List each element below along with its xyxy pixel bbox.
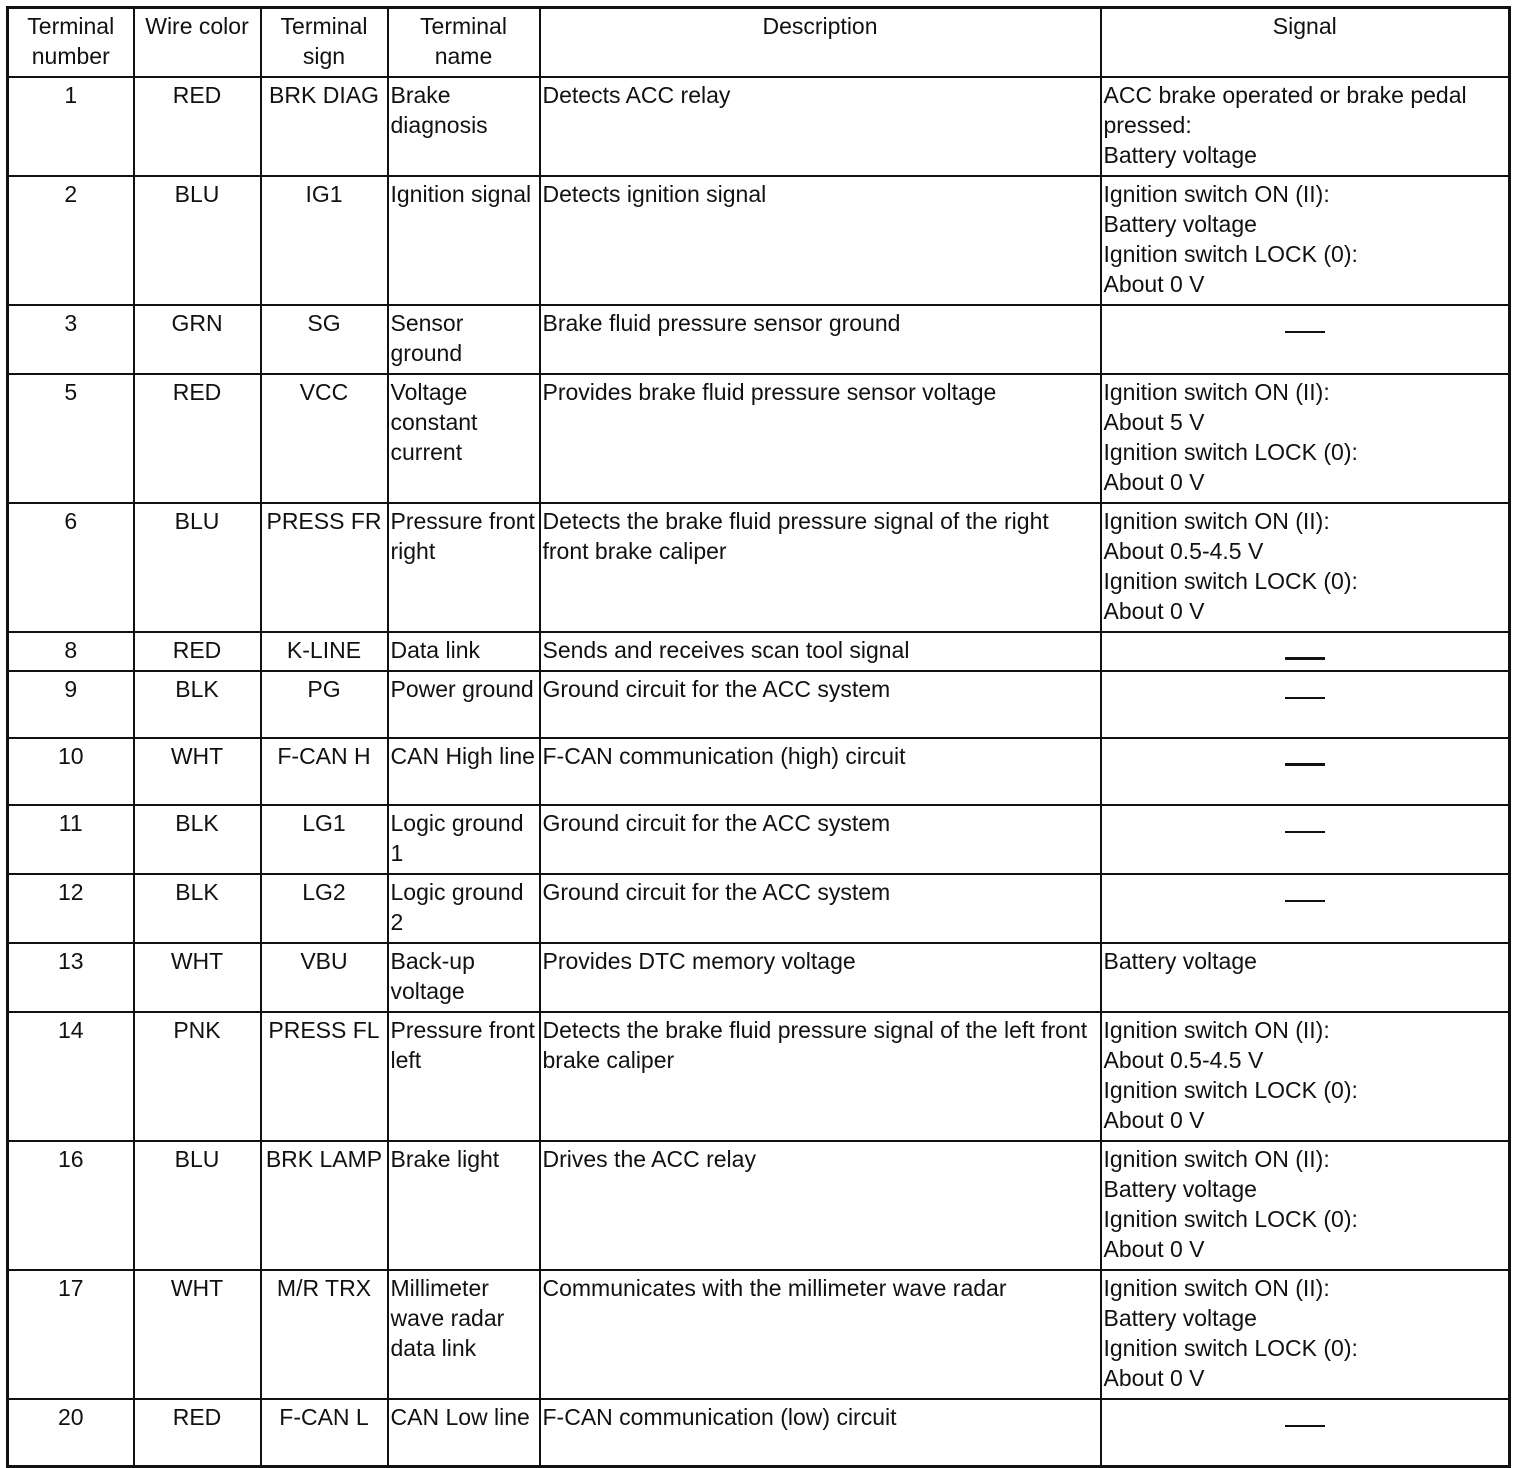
description-cell: Provides DTC memory voltage	[540, 943, 1101, 1012]
no-signal-dash	[1285, 697, 1325, 699]
table-row	[8, 77, 1510, 176]
description-cell: Detects the brake fluid pressure signal of the left front brake caliper	[540, 1012, 1101, 1141]
description-cell: Communicates with the millimeter wave radar	[540, 1270, 1101, 1399]
table-header	[8, 8, 1510, 78]
terminal-sign-cell: M/R TRX	[261, 1270, 388, 1399]
terminal-number-cell: 1	[8, 77, 134, 176]
wire-color-cell: WHT	[134, 1270, 261, 1399]
header-description: Description	[540, 8, 1101, 78]
terminal-sign-cell: LG2	[261, 874, 388, 943]
terminal-number-cell: 5	[8, 374, 134, 503]
signal-cell	[1101, 1012, 1510, 1141]
signal-cell	[1101, 176, 1510, 305]
signal-line: About 5 V	[1103, 409, 1205, 435]
signal-cell	[1101, 943, 1510, 1012]
description-cell: Ground circuit for the ACC system	[540, 671, 1101, 738]
table-row	[8, 874, 1510, 943]
terminal-name-cell: Sensor ground	[388, 305, 540, 374]
terminal-name-cell: Millimeter wave radar data link	[388, 1270, 540, 1399]
wire-color-cell: RED	[134, 77, 261, 176]
terminal-number-cell: 11	[8, 805, 134, 874]
signal-line: About 0 V	[1103, 598, 1205, 624]
header-wire-color: Wire color	[134, 8, 261, 78]
signal-cell	[1101, 632, 1510, 671]
terminal-sign-cell: PRESS FR	[261, 503, 388, 632]
wire-color-cell: BLU	[134, 503, 261, 632]
wire-color-cell: PNK	[134, 1012, 261, 1141]
wire-color-cell: RED	[134, 632, 261, 671]
signal-line: Ignition switch LOCK (0):	[1103, 1206, 1358, 1232]
description-cell: Provides brake fluid pressure sensor voltage	[540, 374, 1101, 503]
terminal-name-cell: Back-up voltage	[388, 943, 540, 1012]
wire-color-cell: BLU	[134, 176, 261, 305]
signal-cell	[1101, 1399, 1510, 1466]
wire-color-cell: GRN	[134, 305, 261, 374]
terminal-table	[6, 6, 1511, 1468]
description-cell: F-CAN communication (high) circuit	[540, 738, 1101, 805]
table-row	[8, 805, 1510, 874]
signal-cell	[1101, 503, 1510, 632]
wire-color-cell: BLK	[134, 671, 261, 738]
signal-line: Ignition switch ON (II):	[1103, 1017, 1330, 1043]
signal-line: About 0.5-4.5 V	[1103, 538, 1264, 564]
signal-line: Battery voltage	[1103, 948, 1257, 974]
signal-line: About 0 V	[1103, 271, 1205, 297]
table-row	[8, 176, 1510, 305]
signal-line: Ignition switch LOCK (0):	[1103, 1335, 1358, 1361]
table-row	[8, 503, 1510, 632]
terminal-number-cell: 16	[8, 1141, 134, 1270]
no-signal-dash	[1285, 763, 1325, 766]
header-row	[8, 8, 1510, 78]
signal-line: Ignition switch ON (II):	[1103, 181, 1330, 207]
table-body	[8, 77, 1510, 1466]
signal-cell	[1101, 671, 1510, 738]
table-row	[8, 671, 1510, 738]
terminal-number-cell: 17	[8, 1270, 134, 1399]
terminal-sign-cell: PG	[261, 671, 388, 738]
signal-line: About 0 V	[1103, 1107, 1205, 1133]
terminal-sign-cell: BRK LAMP	[261, 1141, 388, 1270]
no-signal-dash	[1285, 831, 1325, 833]
no-signal-dash	[1285, 1425, 1325, 1427]
description-cell: Ground circuit for the ACC system	[540, 874, 1101, 943]
signal-cell	[1101, 1141, 1510, 1270]
terminal-number-cell: 8	[8, 632, 134, 671]
signal-line: Ignition switch LOCK (0):	[1103, 241, 1358, 267]
terminal-sign-cell: IG1	[261, 176, 388, 305]
signal-cell	[1101, 77, 1510, 176]
terminal-name-cell: Brake light	[388, 1141, 540, 1270]
wire-color-cell: RED	[134, 374, 261, 503]
description-cell: Detects ACC relay	[540, 77, 1101, 176]
header-terminal-name: Terminal name	[388, 8, 540, 78]
terminal-name-cell: Ignition signal	[388, 176, 540, 305]
terminal-sign-cell: VCC	[261, 374, 388, 503]
table-row	[8, 1270, 1510, 1399]
header-signal: Signal	[1101, 8, 1510, 78]
signal-line: Ignition switch ON (II):	[1103, 1275, 1330, 1301]
signal-cell	[1101, 1270, 1510, 1399]
signal-line: Battery voltage	[1103, 211, 1257, 237]
wire-color-cell: WHT	[134, 943, 261, 1012]
terminal-name-cell: Brake diagnosis	[388, 77, 540, 176]
description-cell: Sends and receives scan tool signal	[540, 632, 1101, 671]
signal-cell	[1101, 738, 1510, 805]
terminal-sign-cell: F-CAN H	[261, 738, 388, 805]
terminal-sign-cell: BRK DIAG	[261, 77, 388, 176]
signal-line: Ignition switch ON (II):	[1103, 508, 1330, 534]
terminal-number-cell: 3	[8, 305, 134, 374]
description-cell: Ground circuit for the ACC system	[540, 805, 1101, 874]
no-signal-dash	[1285, 900, 1325, 902]
terminal-sign-cell: K-LINE	[261, 632, 388, 671]
wire-color-cell: BLK	[134, 805, 261, 874]
terminal-name-cell: Pressure front left	[388, 1012, 540, 1141]
table-row	[8, 1141, 1510, 1270]
wire-color-cell: BLU	[134, 1141, 261, 1270]
terminal-sign-cell: PRESS FL	[261, 1012, 388, 1141]
table-row	[8, 1399, 1510, 1466]
terminal-name-cell: Power ground	[388, 671, 540, 738]
terminal-number-cell: 2	[8, 176, 134, 305]
table-row	[8, 374, 1510, 503]
signal-line: Ignition switch LOCK (0):	[1103, 568, 1358, 594]
signal-cell	[1101, 874, 1510, 943]
terminal-number-cell: 13	[8, 943, 134, 1012]
terminal-sign-cell: LG1	[261, 805, 388, 874]
terminal-number-cell: 6	[8, 503, 134, 632]
terminal-sign-cell: F-CAN L	[261, 1399, 388, 1466]
description-cell: Brake fluid pressure sensor ground	[540, 305, 1101, 374]
terminal-name-cell: CAN High line	[388, 738, 540, 805]
signal-line: About 0 V	[1103, 469, 1205, 495]
signal-line: About 0 V	[1103, 1365, 1205, 1391]
table-row	[8, 632, 1510, 671]
terminal-number-cell: 14	[8, 1012, 134, 1141]
description-cell: F-CAN communication (low) circuit	[540, 1399, 1101, 1466]
signal-line: Ignition switch LOCK (0):	[1103, 439, 1358, 465]
description-cell: Detects the brake fluid pressure signal of the right front brake caliper	[540, 503, 1101, 632]
signal-line: Battery voltage	[1103, 1176, 1257, 1202]
terminal-name-cell: CAN Low line	[388, 1399, 540, 1466]
signal-line: About 0.5-4.5 V	[1103, 1047, 1264, 1073]
signal-cell	[1101, 374, 1510, 503]
terminal-number-cell: 20	[8, 1399, 134, 1466]
description-cell: Detects ignition signal	[540, 176, 1101, 305]
terminal-number-cell: 9	[8, 671, 134, 738]
table-row	[8, 738, 1510, 805]
signal-line: About 0 V	[1103, 1236, 1205, 1262]
table-row	[8, 943, 1510, 1012]
table-row	[8, 305, 1510, 374]
no-signal-dash	[1285, 657, 1325, 660]
signal-line: Ignition switch LOCK (0):	[1103, 1077, 1358, 1103]
wire-color-cell: WHT	[134, 738, 261, 805]
no-signal-dash	[1285, 331, 1325, 333]
terminal-name-cell: Voltage constant current	[388, 374, 540, 503]
terminal-name-cell: Data link	[388, 632, 540, 671]
terminal-name-cell: Logic ground 2	[388, 874, 540, 943]
terminal-sign-cell: SG	[261, 305, 388, 374]
description-cell: Drives the ACC relay	[540, 1141, 1101, 1270]
signal-line: Battery voltage	[1103, 1305, 1257, 1331]
header-terminal-number: Terminal number	[8, 8, 134, 78]
signal-line: ACC brake operated or brake pedal pressed:	[1103, 82, 1467, 138]
terminal-name-cell: Pressure front right	[388, 503, 540, 632]
terminal-sign-cell: VBU	[261, 943, 388, 1012]
signal-line: Ignition switch ON (II):	[1103, 379, 1330, 405]
wire-color-cell: BLK	[134, 874, 261, 943]
terminal-number-cell: 10	[8, 738, 134, 805]
header-terminal-sign: Terminal sign	[261, 8, 388, 78]
table-row	[8, 1012, 1510, 1141]
terminal-name-cell: Logic ground 1	[388, 805, 540, 874]
signal-line: Battery voltage	[1103, 142, 1257, 168]
signal-cell	[1101, 805, 1510, 874]
terminal-number-cell: 12	[8, 874, 134, 943]
signal-cell	[1101, 305, 1510, 374]
wire-color-cell: RED	[134, 1399, 261, 1466]
signal-line: Ignition switch ON (II):	[1103, 1146, 1330, 1172]
